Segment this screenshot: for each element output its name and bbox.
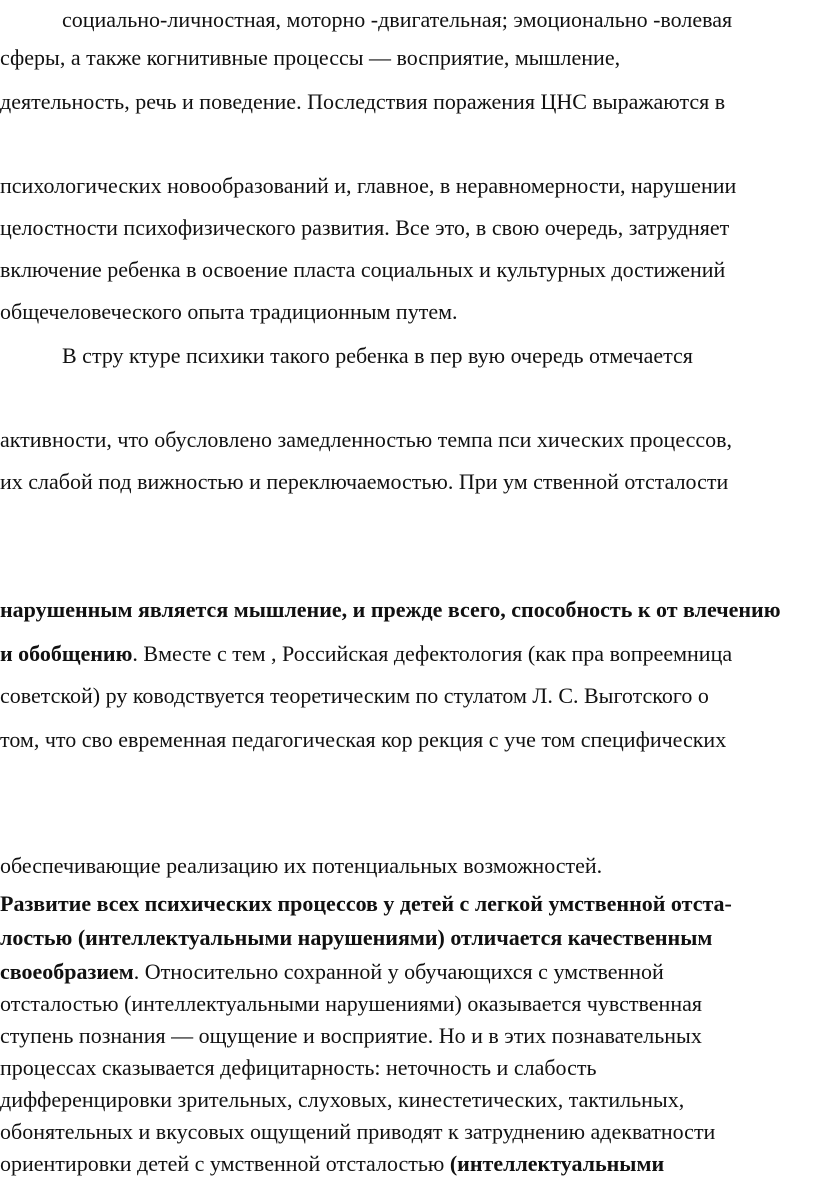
text-line: обеспечивающие реализацию их потенциальных возможностей. (0, 853, 603, 878)
text-fragment-bold: своеобразием (0, 959, 134, 984)
text-line: советской) ру ководствуется теоретическим по стулатом Л. С. Выготского о (0, 683, 709, 708)
text-line (0, 958, 816, 986)
text-line: В стру ктуре психики такого ребенка в пер вую очередь отмечается (62, 343, 693, 368)
text-line: лостью (интеллектуальными нарушениями) отличается качественным (0, 925, 713, 950)
text-line: дифференцировки зрительных, слуховых, кинестетических, тактильных, (0, 1087, 685, 1112)
text-line: ступень познания — ощущение и восприятие. Но и в этих познавательных (0, 1023, 702, 1048)
text-line: отсталостью (интеллектуальными нарушениями) оказывается чувственная (0, 991, 702, 1016)
text-line: активности, что обусловлено замедленностью темпа пси хических процессов, (0, 427, 733, 452)
text-line: целостности психофизического развития. Все это, в свою очередь, затрудняет (0, 215, 730, 240)
text-fragment: ориентировки детей с умственной отсталостью (0, 1151, 450, 1176)
text-line: их слабой под вижностью и переключаемостью. При ум ственной отсталости (0, 469, 729, 494)
text-line: Развитие всех психических процессов у детей с легкой умственной отста- (0, 891, 732, 916)
text-line: нарушенным является мышление, и прежде всего, способность к от влечению (0, 597, 781, 622)
text-line: включение ребенка в освоение пласта социальных и культурных достижений (0, 257, 726, 282)
text-fragment-bold: и обобщению (0, 641, 133, 666)
text-fragment-bold: (интеллектуальными (449, 1151, 665, 1176)
text-fragment: . Вместе с тем , Российская дефектология (как пра вопреемница (132, 641, 733, 666)
text-fragment: . Относительно сохранной у обучающихся с умственной (133, 959, 664, 984)
text-line (0, 1150, 816, 1178)
text-line: социально-личностная, моторно -двигательная; эмоционально -волевая (62, 7, 733, 32)
text-line: общечеловеческого опыта традиционным путем. (0, 299, 458, 324)
text-line: деятельность, речь и поведение. Последствия поражения ЦНС выражаются в (0, 89, 726, 114)
text-line: том, что сво евременная педагогическая кор рекция с уче том специфических (0, 727, 727, 752)
text-line: сферы, а также когнитивные процессы — восприятие, мышление, (0, 45, 621, 70)
text-line (0, 640, 816, 668)
text-line: процессах сказывается дефицитарность: неточность и слабость (0, 1055, 597, 1080)
text-line: обонятельных и вкусовых ощущений приводят к затруднению адекватности (0, 1119, 716, 1144)
text-line: психологических новообразований и, главное, в неравномерности, нарушении (0, 173, 737, 198)
